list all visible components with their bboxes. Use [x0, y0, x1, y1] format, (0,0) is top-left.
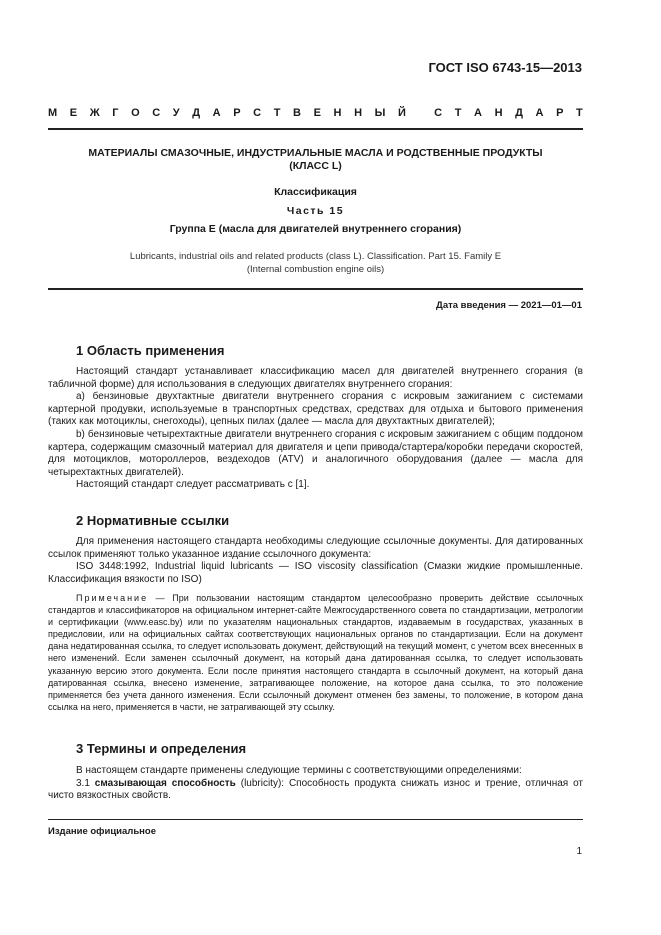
banner-letter: Т [273, 107, 281, 119]
group-heading: Группа Е (масла для двигателей внутреннего сгорания) [169, 223, 462, 235]
note-text: — При пользовании настоящим стандартом целесообразно проверить действие ссылочных стандартов и классификаторов на официальном интернет-сайте Межгосударственного совета по стандартизации, метрологии и сертификации (www.easc.by) или по указателям национальных стандартов, издаваемым в государствах, указанных в предисловии, или на официальных сайтах соответствующих национальных органов по стандартизации. Если на документ дана недатированная ссылка, то следует использовать документ, действующий на текущий момент, с учетом всех внесенных в него изменений. Если заменен ссылочный документ, на который дана датированная ссылка, то следует использовать указанную версию этого документа. Если после принятия настоящего стандарта в ссылочный документ, на который дана датированная ссылка, внесено изменение, затрагивающее положение, на которое дана ссылка, то это положение применяется без учета данного изменения. Если ссылочный документ отменен без замены, то положение, в котором дана ссылка на него, применяется в части, не затрагивающей эту ссылку. [48, 593, 583, 712]
title-line-2: (КЛАСС L) [289, 160, 342, 172]
banner-letter: Й [397, 107, 406, 119]
section-2-body [48, 536, 583, 586]
banner-letter: Ж [89, 107, 100, 119]
banner-letter: О [131, 107, 140, 119]
banner-letter: Д [515, 107, 523, 119]
banner-letter: А [535, 107, 544, 119]
banner-letter: Г [112, 107, 119, 119]
title-line-1: МАТЕРИАЛЫ СМАЗОЧНЫЕ, ИНДУСТРИАЛЬНЫЕ МАСЛА И РОДСТВЕННЫЕ ПРОДУКТЫ [88, 147, 543, 159]
banner-letter: Н [494, 107, 503, 119]
paragraph: ISO 3448:1992, Industrial liquid lubricants — ISO viscosity classification (Смазки жидкие промышленные. Классификация вязкости по ISO) [48, 561, 583, 585]
english-title-line-1: Lubricants, industrial oils and related products (class L). Classification. Part 15. Family E [129, 251, 502, 262]
banner-letter: С [152, 107, 161, 119]
term-number: 3.1 [76, 777, 95, 789]
paragraph: а) бензиновые двухтактные двигатели внутреннего сгорания с искровым зажиганием с системами картерной продувки, используемые в транспортных средствах, средствах для отдыха и бытового применения (таких как мотоциклы, снегоходы), цепных пилах (далее — масла для двухтактных двигателей); [48, 391, 583, 428]
section-2-heading: 2 Нормативные ссылки [76, 513, 230, 528]
section-1-body [48, 366, 583, 492]
english-title-line-2: (Internal combustion engine oils) [246, 264, 385, 275]
paragraph: Настоящий стандарт следует рассматривать с [1]. [76, 479, 310, 491]
banner-letter: М [48, 107, 58, 119]
term-name: смазывающая способность [94, 777, 236, 789]
classification-heading: Классификация [274, 186, 357, 198]
banner-letter: Ы [374, 107, 386, 119]
standard-code: ГОСТ ISO 6743-15—2013 [428, 60, 582, 75]
paragraph: Для применения настоящего стандарта необходимы следующие ссылочные документы. Для датированных ссылок применяют только указанное издание ссылочного документа: [48, 536, 583, 560]
banner-letter: Р [233, 107, 241, 119]
section-3-body [48, 765, 583, 803]
top-rule [48, 128, 583, 130]
banner-letter: Е [69, 107, 78, 119]
term-text: (lubricity): Способность продукта снижать износ и трение, отличная от чисто вязкостных свойств. [48, 777, 584, 802]
banner-letter: У [172, 107, 180, 119]
banner-letter: Р [556, 107, 564, 119]
title-bottom-rule [48, 288, 583, 290]
banner-letter: Д [192, 107, 201, 119]
introduction-date: Дата введения — 2021—01—01 [436, 300, 582, 311]
banner-letter: Н [354, 107, 363, 119]
term-definition [48, 778, 583, 803]
part-heading: Часть 15 [286, 205, 345, 217]
section-1-heading: 1 Область применения [76, 343, 225, 358]
section-3-heading: 3 Термины и определения [76, 741, 247, 756]
paragraph: В настоящем стандарте применены следующие термины с соответствующими определениями: [76, 765, 522, 776]
footer-rule [48, 819, 583, 820]
banner-letter: Т [576, 107, 583, 119]
banner-letter: С [434, 107, 443, 119]
english-title [48, 250, 583, 276]
banner-letter: А [474, 107, 482, 119]
document-title [48, 147, 583, 173]
paragraph: Настоящий стандарт устанавливает классификацию масел для двигателей внутреннего сгорания (в табличной форме) для использования в следующих двигателях внутреннего сгорания: [48, 366, 583, 390]
banner-letter: Е [313, 107, 321, 119]
banner-letter: С [253, 107, 262, 119]
banner-letter: А [212, 107, 221, 119]
note-label: Примечание [76, 593, 149, 603]
paragraph: b) бензиновые четырехтактные двигатели внутреннего сгорания с искровым зажиганием с общим поддоном картера, содержащим смазочный материал для двигателя и цепи привода/стартера/коробки передачи скоростей, для мотоциклов, мотороллеров, вездеходов (ATV) и аналогичного оборудования (далее — масла для четырехтактных двигателей). [48, 428, 583, 478]
banner-letter: Т [454, 107, 462, 119]
page-number: 1 [576, 846, 582, 857]
banner-letter: В [293, 107, 301, 119]
interstate-standard-banner [48, 107, 583, 119]
official-edition-label: Издание официальное [48, 826, 156, 837]
banner-letter: Н [333, 107, 342, 119]
note-block [48, 592, 583, 713]
